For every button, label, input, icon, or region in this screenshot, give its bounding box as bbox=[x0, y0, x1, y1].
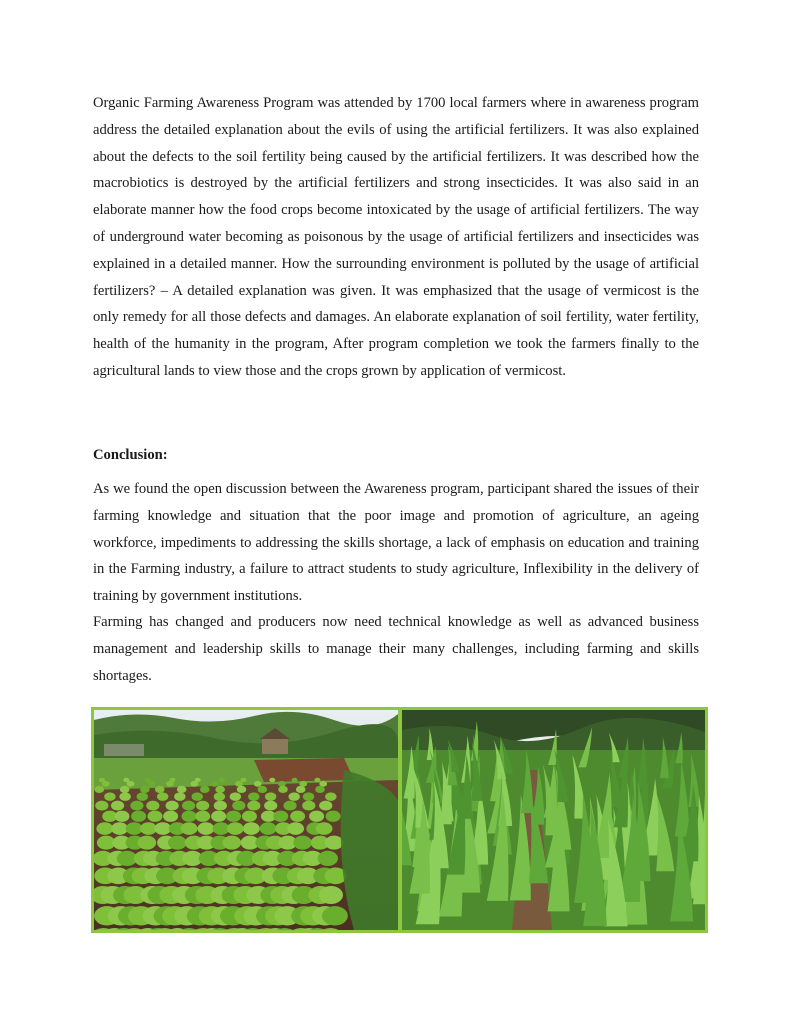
conclusion-paragraph: As we found the open discussion between the Awareness program, participant shared the issues of their farming knowledge and situation that the poor image and promotion of agriculture, an ageing workforce, impediments to addressing the skills shortage, a lack of emphasis on education and training in the Farming industry, a failure to attract students to study agriculture, Inflexibility in the delivery of training by government institutions. bbox=[93, 481, 699, 605]
crop-field-photo bbox=[402, 710, 705, 930]
seedlings-field-image bbox=[94, 710, 398, 930]
photo-strip bbox=[91, 707, 708, 933]
seedlings-field-photo bbox=[94, 710, 398, 930]
crop-field-image bbox=[402, 710, 705, 930]
intro-paragraph: Organic Farming Awareness Program was attended by 1700 local farmers where in awareness program address the detailed explanation about the evils of using the artificial fertilizers. It was also explained about the defects to the soil fertility being caused by the artificial fertilizers. It was described how the macrobiotics is destroyed by the artificial fertilizers and strong insecticides. It was also said in an elaborate manner how the food crops become intoxicated by the usage of artificial fertilizers. The way of underground water becoming as poisonous by the usage of artificial fertilizers and insecticides was explained in a detailed manner. How the surrounding environment is polluted by the usage of artificial fertilizers? – A detailed explanation was given. It was emphasized that the usage of vermicost is the only remedy for all those defects and damages. An elaborate explanation of soil fertility, water fertility, health of the humanity in the program, After program completion we took the farmers finally to the agricultural lands to view those and the crops grown by application of vermicost. bbox=[93, 95, 699, 379]
conclusion-heading: Conclusion: bbox=[93, 447, 168, 463]
closing-paragraph: Farming has changed and producers now need technical knowledge as well as advanced business management and leadership skills to manage their many challenges, including farming and skills shortages. bbox=[93, 614, 699, 684]
